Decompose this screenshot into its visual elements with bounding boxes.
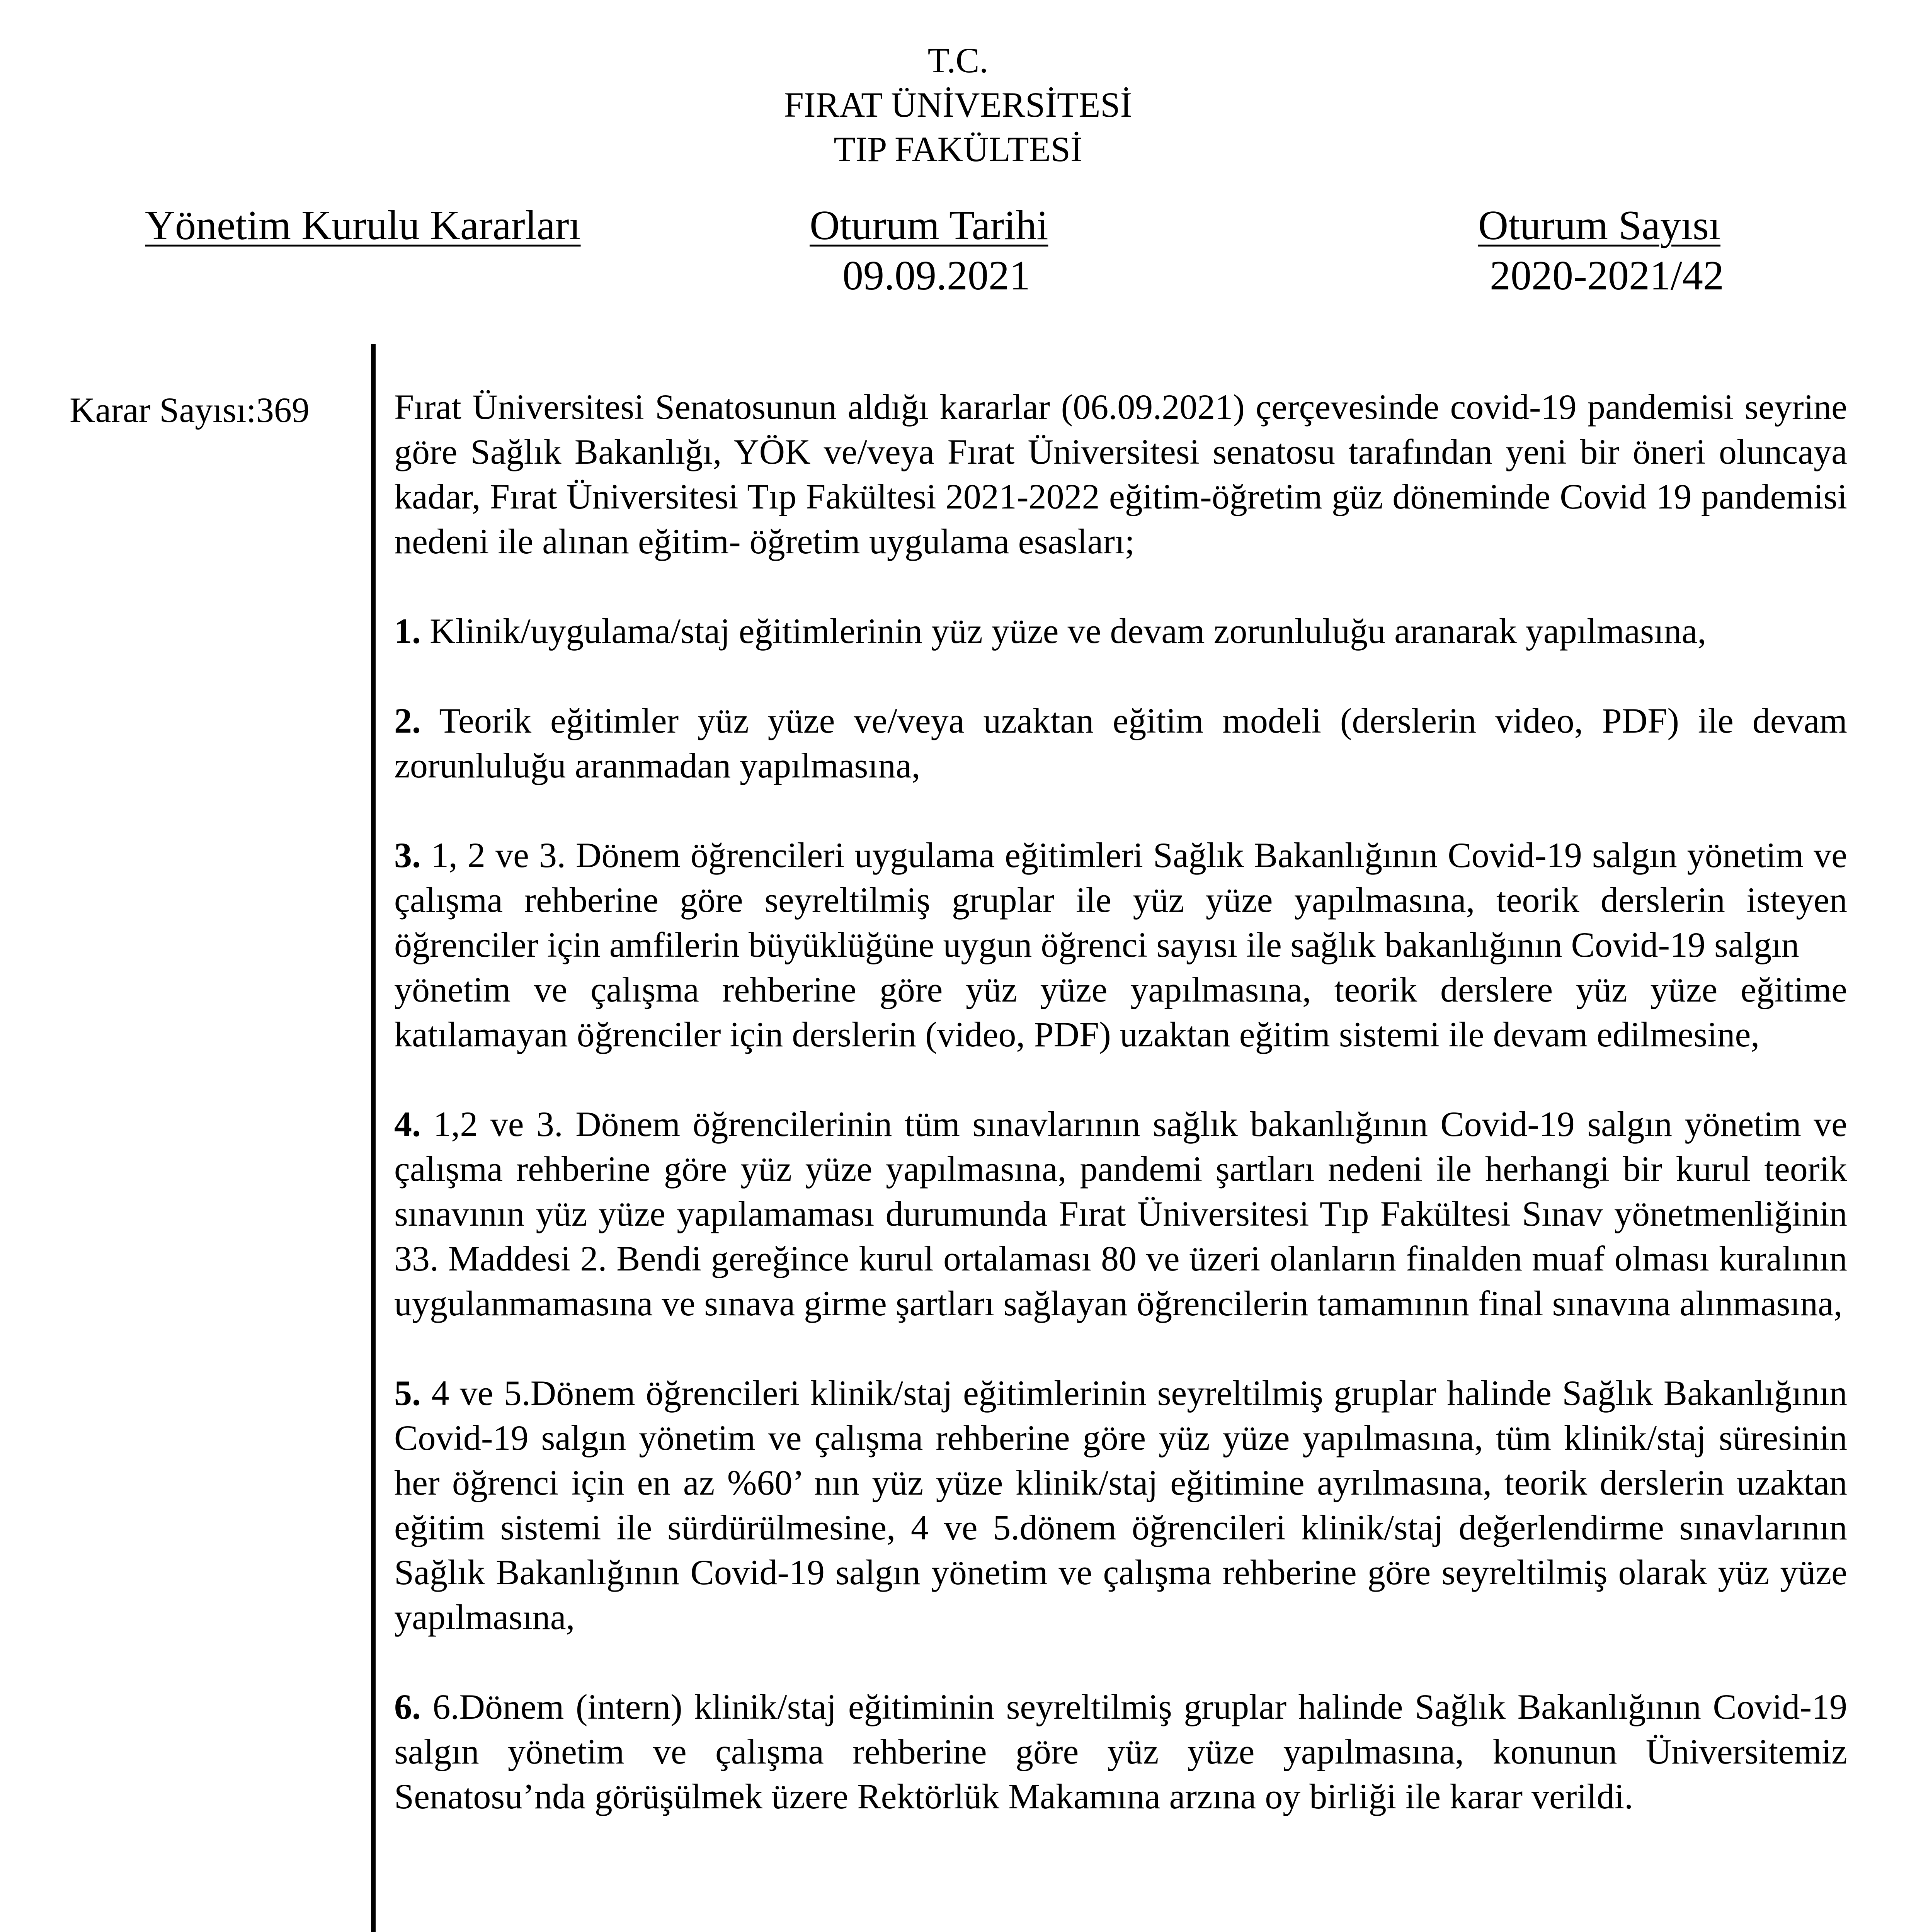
- item-number: 6.: [394, 1687, 421, 1726]
- header-university: FIRAT ÜNİVERSİTESİ: [784, 85, 1132, 124]
- vertical-divider: [371, 344, 376, 1932]
- header-faculty: TIP FAKÜLTESİ: [834, 129, 1082, 169]
- session-date-value: 09.09.2021: [842, 253, 1030, 299]
- decision-item-6: [394, 1684, 1847, 1819]
- item-text: 4 ve 5.Dönem öğrencileri klinik/staj eğitimlerinin seyreltilmiş gruplar halinde Sağlık Bakanlığının Covid-19 salgın yönetim ve çalışma rehberine göre yüz yüze yapılmasına, tüm klinik/staj süresinin her öğrenci için en az %60’ nın yüz yüze klinik/staj eğitimine ayrılmasına, teorik derslerin uzaktan eğitim sistemi ile sürdürülmesine, 4 ve 5.dönem öğrencileri klinik/staj değerlendirme sınavlarının Sağlık Bakanlığının Covid-19 salgın yönetim ve çalışma rehberine göre seyreltilmiş olarak yüz yüze yapılmasına,: [394, 1373, 1848, 1637]
- decision-item-4: [394, 1102, 1847, 1326]
- item-number: 4.: [394, 1104, 421, 1144]
- decision-intro: Fırat Üniversitesi Senatosunun aldığı kararlar (06.09.2021) çerçevesinde covid-19 pandemisi seyrine göre Sağlık Bakanlığı, YÖK ve/veya Fırat Üniversitesi senatosu tarafından yeni bir öneri oluncaya kadar, Fırat Üniversitesi Tıp Fakültesi 2021-2022 eğitim-öğretim güz döneminde Covid 19 pandemisi nedeni ile alınan eğitim- öğretim uygulama esasları;: [394, 387, 1847, 561]
- decision-item-5: [394, 1371, 1847, 1639]
- board-decisions-title: Yönetim Kurulu Kararları: [145, 202, 581, 248]
- item-number: 3.: [394, 835, 421, 875]
- decision-content: [394, 384, 1847, 1864]
- item-text: Teorik eğitimler yüz yüze ve/veya uzaktan eğitim modeli (derslerin video, PDF) ile devam zorunluluğu aranmadan yapılmasına,: [394, 701, 1847, 785]
- item-number: 2.: [394, 701, 421, 740]
- item-text: 1,2 ve 3. Dönem öğrencilerinin tüm sınavlarının sağlık bakanlığının Covid-19 salgın yönetim ve çalışma rehberine göre yüz yüze yapılmasına, pandemi şartları nedeni ile herhangi bir kurul teorik sınavının yüz yüze yapılamaması durumunda Fırat Üniversitesi Tıp Fakültesi Sınav yönetmenliğinin 33. Maddesi 2. Bendi gereğince kurul ortalaması 80 ve üzeri olanların finalden muaf olması kuralının uygulanmamasına ve sınava girme şartları sağlayan öğrencilerin tamamının final sınavına alınmasına,: [394, 1104, 1848, 1323]
- decision-number: Karar Sayısı:369: [70, 390, 310, 430]
- item-text: Klinik/uygulama/staj eğitimlerinin yüz yüze ve devam zorunluluğu aranarak yapılmasına,: [430, 611, 1707, 651]
- item-number: 5.: [394, 1373, 421, 1413]
- header-tc: T.C.: [927, 41, 989, 80]
- session-date-title: Oturum Tarihi: [810, 202, 1048, 248]
- item-text-continued: yönetim ve çalışma rehberine göre yüz yüze yapılmasına, teorik derslere yüz yüze eğitime katılamayan öğrenciler için derslerin (video, PDF) uzaktan eğitim sistemi ile devam edilmesine,: [394, 970, 1847, 1054]
- decision-item-3: [394, 833, 1847, 1057]
- session-number-value: 2020-2021/42: [1490, 253, 1724, 299]
- session-number-title: Oturum Sayısı: [1478, 202, 1721, 248]
- decision-item-1: [394, 609, 1847, 653]
- decision-item-2: [394, 698, 1847, 788]
- item-text: 1, 2 ve 3. Dönem öğrencileri uygulama eğitimleri Sağlık Bakanlığının Covid-19 salgın yönetim ve çalışma rehberine göre seyreltilmiş gruplar ile yüz yüze yapılmasına, teorik derslerin isteyen öğrenciler için amfilerin büyüklüğüne uygun öğrenci sayısı ile sağlık bakanlığının Covid-19 salgın: [394, 835, 1847, 964]
- item-number: 1.: [394, 611, 421, 651]
- item-text: 6.Dönem (intern) klinik/staj eğitiminin seyreltilmiş gruplar halinde Sağlık Bakanlığının Covid-19 salgın yönetim ve çalışma rehberine göre yüz yüze yapılmasına, konunun Üniversitemiz Senatosu’nda görüşülmek üzere Rektörlük Makamına arzına oy birliği ile karar verildi.: [394, 1687, 1847, 1816]
